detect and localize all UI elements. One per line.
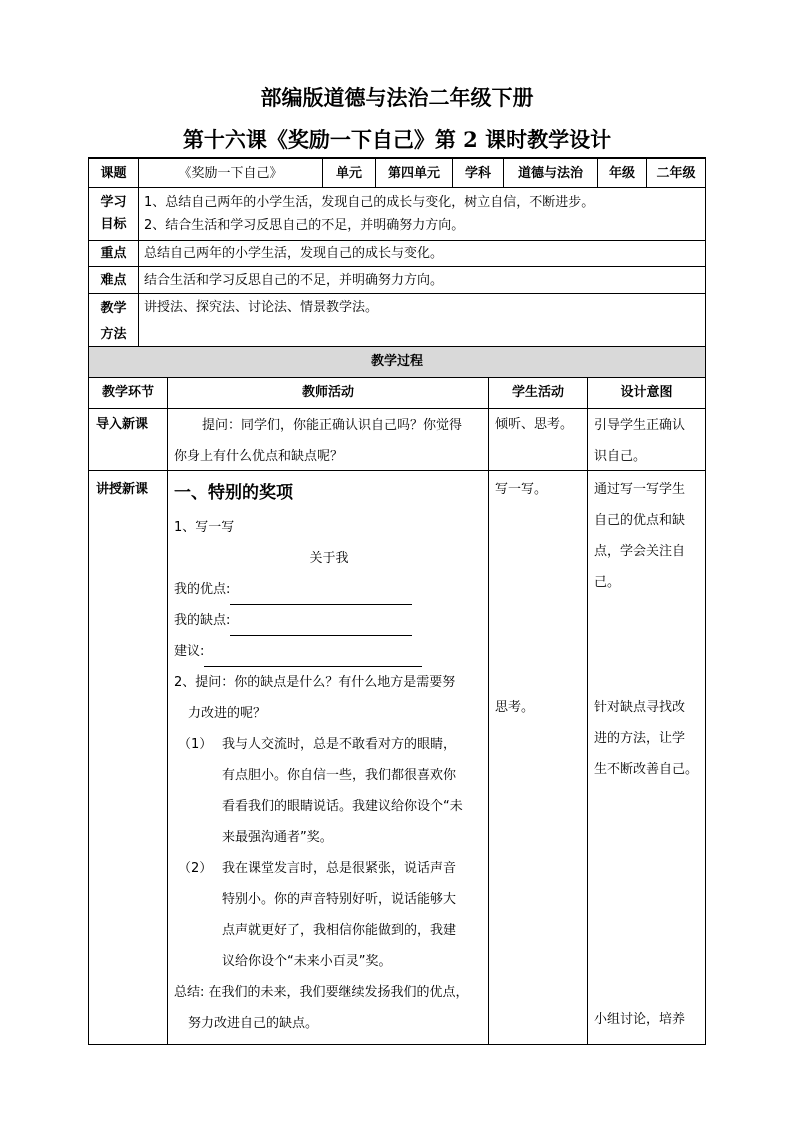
text-line: 点，学会关注自 bbox=[594, 544, 686, 559]
subject-label: 学科 bbox=[464, 166, 491, 181]
text-line: 小组讨论，培养 bbox=[594, 1012, 686, 1027]
text-line: 点声就更好了，我相信你能做到的，我建 bbox=[222, 923, 457, 938]
difficulty-label: 难点 bbox=[100, 273, 127, 288]
col-student-header: 学生活动 bbox=[511, 385, 564, 400]
section-heading: 一、特别的奖项 bbox=[174, 483, 293, 503]
table-border bbox=[88, 346, 706, 347]
grade-value: 二年级 bbox=[656, 166, 696, 181]
table-border bbox=[88, 157, 706, 159]
table-border bbox=[138, 187, 139, 346]
unit-value: 第四单元 bbox=[387, 166, 440, 181]
example-number: （1） bbox=[178, 737, 213, 752]
lesson-label: 课题 bbox=[100, 166, 127, 181]
col-intent-header: 设计意图 bbox=[620, 385, 673, 400]
strengths-field bbox=[174, 574, 486, 605]
text-line: 总结: 在我们的未来，我们要继续发扬我们的优点， bbox=[174, 985, 469, 1000]
text-line: 提问：同学们，你能正确认识自己吗？你觉得 bbox=[202, 418, 463, 433]
difficulty-value: 结合生活和学习反思自己的不足，并明确努力方向。 bbox=[144, 273, 444, 288]
table-border bbox=[88, 266, 706, 267]
text-line: 努力改进自己的缺点。 bbox=[188, 1016, 319, 1031]
document-title: 部编版道德与法治二年级下册 bbox=[260, 85, 534, 110]
example-2 bbox=[174, 853, 486, 977]
table-border bbox=[167, 377, 168, 1045]
question-text bbox=[174, 667, 486, 729]
suggestion-field bbox=[174, 636, 486, 667]
goals-label bbox=[89, 192, 138, 236]
table-border bbox=[587, 377, 588, 1045]
grade-label: 年级 bbox=[608, 166, 635, 181]
key-value: 总结自己两年的小学生活，发现自己的成长与变化。 bbox=[144, 246, 444, 261]
new-teacher bbox=[174, 478, 486, 1039]
method-label bbox=[89, 296, 138, 348]
method-label-line: 方法 bbox=[100, 327, 127, 342]
new-stage: 讲授新课 bbox=[96, 482, 149, 497]
text-line: 有点胆小。你自信一些，我们都很喜欢你 bbox=[222, 768, 457, 783]
text-line: 引导学生正确认 bbox=[594, 418, 686, 433]
goals-label-line: 学习 bbox=[100, 195, 127, 210]
blank-line bbox=[230, 621, 412, 636]
new-intent-1 bbox=[594, 474, 704, 598]
key-label: 重点 bbox=[100, 246, 127, 261]
lesson-value: 《奖励一下自己》 bbox=[178, 166, 283, 181]
blank-line bbox=[204, 652, 422, 667]
text-line: 议给你设个“未来小百灵”奖。 bbox=[222, 954, 392, 969]
table-border bbox=[488, 377, 489, 1045]
table-border bbox=[705, 157, 706, 1045]
goal-item-2: 2、结合生活和学习反思自己的不足，并明确努力方向。 bbox=[144, 218, 465, 233]
table-border bbox=[88, 187, 706, 188]
example-1 bbox=[174, 729, 486, 853]
summary-text bbox=[174, 977, 486, 1039]
new-student-1: 写一写。 bbox=[495, 482, 548, 497]
weaknesses-field bbox=[174, 605, 486, 636]
field-label: 我的缺点: bbox=[174, 613, 231, 628]
table-border bbox=[88, 293, 706, 294]
text-line: 己。 bbox=[594, 575, 621, 590]
col-teacher-header: 教师活动 bbox=[301, 385, 354, 400]
example-number: （2） bbox=[178, 861, 213, 876]
table-border bbox=[88, 240, 706, 241]
text-line: 针对缺点寻找改 bbox=[594, 700, 686, 715]
document-subtitle: 第十六课《奖励一下自己》第 2 课时教学设计 bbox=[182, 127, 612, 152]
table-border bbox=[88, 377, 706, 378]
unit-label: 单元 bbox=[335, 166, 362, 181]
text-line: 2、提问：你的缺点是什么？有什么地方是需要努 bbox=[174, 675, 456, 690]
text-line: 通过写一写学生 bbox=[594, 482, 686, 497]
col-stage-header: 教学环节 bbox=[101, 385, 154, 400]
new-student-2: 思考。 bbox=[495, 700, 535, 715]
text-line: 你身上有什么优点和缺点呢？ bbox=[174, 449, 344, 464]
field-label: 我的优点: bbox=[174, 582, 231, 597]
text-line: 力改进的呢？ bbox=[188, 706, 267, 721]
goals-label-line: 目标 bbox=[100, 217, 127, 232]
table-border bbox=[88, 408, 706, 409]
text-line: 生不断改善自己。 bbox=[594, 762, 699, 777]
text-line: 我与人交流时，总是不敢看对方的眼睛， bbox=[222, 737, 457, 752]
text-line: 自己的优点和缺 bbox=[594, 513, 686, 528]
method-value: 讲授法、探究法、讨论法、情景教学法。 bbox=[144, 300, 379, 315]
blank-line bbox=[230, 590, 412, 605]
table-border bbox=[88, 1044, 706, 1045]
process-header: 教学过程 bbox=[370, 354, 423, 369]
intro-teacher bbox=[174, 410, 486, 472]
text-line: 看看我们的眼睛说话。我建议给你设个“未 bbox=[222, 799, 463, 814]
intro-stage: 导入新课 bbox=[96, 417, 149, 432]
text-line: 特别小。你的声音特别好听，说话能够大 bbox=[222, 892, 457, 907]
text-line: 我在课堂发言时，总是很紧张，说话声音 bbox=[222, 861, 457, 876]
text-line: 识自己。 bbox=[594, 449, 647, 464]
new-intent-2 bbox=[594, 692, 704, 785]
new-intent-3 bbox=[594, 1004, 704, 1035]
intro-intent bbox=[594, 410, 704, 472]
goal-item-1: 1、总结自己两年的小学生活，发现自己的成长与变化，树立自信，不断进步。 bbox=[144, 195, 595, 210]
write-subheading: 1、写一写 bbox=[174, 520, 235, 535]
field-label: 建议: bbox=[174, 644, 205, 659]
about-me-title: 关于我 bbox=[309, 551, 349, 566]
intro-student: 倾听、思考。 bbox=[495, 417, 574, 432]
subject-value: 道德与法治 bbox=[517, 166, 583, 181]
text-line: 来最强沟通者”奖。 bbox=[222, 830, 333, 845]
method-label-line: 教学 bbox=[100, 301, 127, 316]
text-line: 进的方法，让学 bbox=[594, 731, 686, 746]
